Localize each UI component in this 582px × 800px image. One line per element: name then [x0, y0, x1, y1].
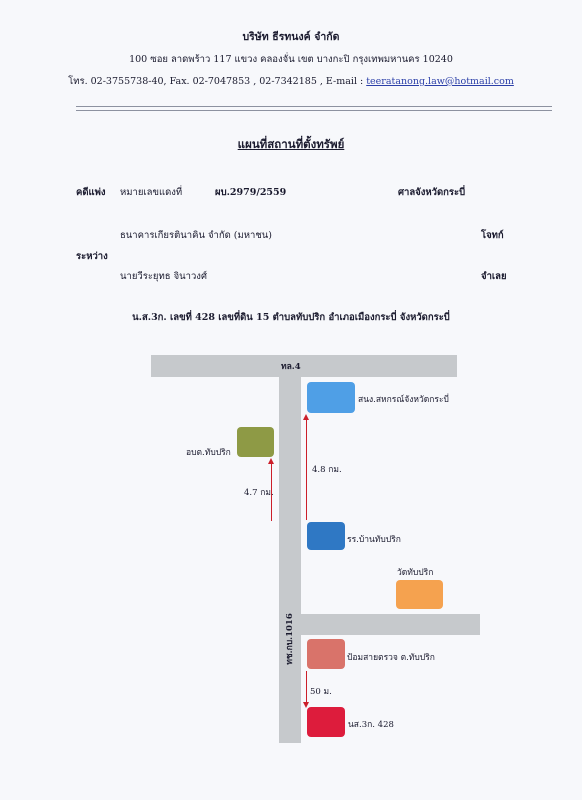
company-address: 100 ซอย ลาดพร้าว 117 แขวง คลองจั่น เขต บางกะปิ กรุงเทพมหานคร 10240 [129, 54, 453, 65]
case-no-label: หมายเลขแดงที่ [120, 187, 183, 198]
distance-label-cooperative: 4.8 กม. [312, 465, 342, 475]
property-description: น.ส.3ก. เลขที่ 428 เลขที่ดิน 15 ตำบลทับปริก อำเภอเมืองกระบี่ จังหวัดกระบี่ [132, 312, 450, 323]
defendant-name: นายวีระยุทธ จินาวงศ์ [120, 271, 207, 282]
distance-label-sao: 4.7 กม. [244, 488, 274, 498]
defendant-role: จำเลย [481, 271, 507, 282]
school-label: รร.บ้านทับปริก [347, 535, 401, 545]
court-name: ศาลจังหวัดกระบี่ [398, 187, 466, 198]
road-highway-4 [151, 355, 457, 377]
plaintiff-name: ธนาคารเกียรตินาคิน จำกัด (มหาชน) [120, 230, 273, 241]
property-marker [307, 707, 345, 737]
police-post-marker [307, 639, 345, 669]
plaintiff-role: โจทก์ [481, 230, 504, 241]
case-type-label: คดีแพ่ง [76, 187, 106, 198]
sao-marker [237, 427, 274, 457]
police-post-label: ป้อมสายตรวจ ต.ทับปริก [347, 653, 435, 663]
school-marker [307, 522, 345, 550]
case-no-value: ผบ.2979/2559 [215, 187, 287, 198]
temple-marker [396, 580, 443, 609]
road-label-highway-4: ทล.4 [281, 362, 301, 372]
header-rule-bottom [76, 110, 552, 111]
contact-text: โทร. 02-3755738-40, Fax. 02-7047853 , 02-7342185 , E-mail : [68, 76, 367, 87]
company-contact [0, 74, 582, 89]
road-label-local-1016: ทช.กบ.1016 [285, 613, 295, 665]
distance-arrow-cooperative [306, 419, 307, 520]
between-label: ระหว่าง [76, 251, 108, 262]
cooperative-label: สนง.สหกรณ์จังหวัดกระบี่ [358, 395, 449, 405]
distance-arrow-property [306, 671, 307, 704]
sao-label: อบต.ทับปริก [186, 448, 231, 458]
road-local-1016 [279, 371, 301, 743]
distance-label-property: 50 ม. [310, 687, 332, 697]
document-title: แผนที่สถานที่ตั้งทรัพย์ [237, 137, 345, 151]
header-rule-top [76, 106, 552, 107]
cooperative-marker [307, 382, 355, 413]
property-label: นส.3ก. 428 [348, 720, 394, 730]
company-name: บริษัท ธีรทนงค์ จำกัด [242, 31, 340, 43]
email-link[interactable]: teeratanong.law@hotmail.com [366, 76, 514, 87]
road-branch [296, 614, 480, 635]
temple-label: วัดทับปริก [397, 568, 434, 578]
arrow-down-icon [303, 702, 309, 708]
